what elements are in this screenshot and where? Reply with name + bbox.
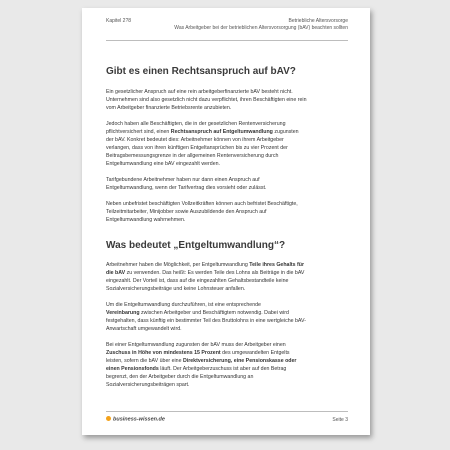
paragraph: Neben unbefristet beschäftigten Vollzeitkräften können auch befristet Beschäftigte, Teilzeitmitarbeiter, Minijobber sowie Auszubildende den Anspruch auf Entgeltumwandlung wahrnehmen. [106, 200, 298, 223]
heading-rechtsanspruch: Gibt es einen Rechtsanspruch auf bAV? [106, 66, 296, 77]
bold-text: einen Pensionsfonds [106, 365, 159, 372]
paragraph: Ein gesetzlicher Anspruch auf eine rein arbeitgeberfinanzierte bAV besteht nicht. Unternehmen sind also gesetzlich nicht dazu verpflichtet, ihren Beschäftigten eine rein vom Arbeitgeber finanzierte Betriebsrente anzubieten. [106, 89, 307, 112]
bold-text: Zuschuss in Höhe von mindestens 15 Prozent [106, 349, 221, 356]
paragraph: Um die Entgeltumwandlung durchzuführen, ist eine entsprechende Vereinbarung zwischen Arbeitgeber und Beschäftigtem notwendig. Dabei wird festgehalten, dass künftig ein bestimmter Teil des Bruttolohns in eine wertgleiche bAV- Anwartschaft umgewandelt wird. [106, 301, 306, 332]
brand-dot-icon [106, 416, 111, 421]
paragraph: Bei einer Entgeltumwandlung zugunsten der bAV muss der Arbeitgeber einen Zuschuss in Höhe von mindestens 15 Prozent des umgewandelten Entgelts leisten, sofern die bAV über eine Direktversicherung, eine Pensionskasse oder einen Pensionsfonds läuft. Der Arbeitgeberzuschuss ist aber auf den Betrag begrenzt, den der Arbeitgeber durch die Entgeltumwandlung an Sozialversicherungsbeiträgen spart. [106, 341, 297, 389]
bold-text: Rechtsanspruch auf Entgeltumwandlung [170, 128, 273, 135]
paragraph: Tarifgebundene Arbeitnehmer haben nur dann einen Anspruch auf Entgeltumwandlung, wenn der Tarifvertrag dies vorsieht oder zulässt. [106, 176, 267, 191]
bold-text: Direktversicherung, eine Pensionskasse oder [182, 357, 297, 364]
bold-text: Teile ihres Gehalts für [249, 261, 305, 268]
brand-logo[interactable] [106, 416, 165, 423]
header-subtitle: Was Arbeitgeber bei der betrieblichen Altersvorsorgung (bAV) beachten sollten [174, 25, 348, 31]
page-number: Seite 3 [332, 417, 348, 423]
header-right [174, 18, 348, 32]
document-page [82, 8, 370, 435]
paragraph: Arbeitnehmer haben die Möglichkeit, per Entgeltumwandlung Teile ihres Gehalts für die bAV zu verwenden. Das heißt: Es werden Teile des Lohns als Beiträge in die bAV eingezahlt. Der Vorteil ist, dass auf die eingezahlten Gehaltsbestandteile keine Sozialversicherungsbeiträge und keine Lohnsteuer anfallen. [106, 261, 305, 293]
brand-name: business-wissen.de [113, 416, 165, 423]
chapter-label: Kapitel 2?8 [106, 18, 132, 24]
bold-text: die bAV [106, 269, 126, 276]
bold-text: Vereinbarung [106, 309, 140, 316]
page-header [106, 18, 348, 41]
heading-entgeltumwandlung: Was bedeutet „Entgeltumwandlung“? [106, 239, 286, 251]
page-footer [106, 411, 348, 426]
section-label: Betriebliche Altersvorsorge [288, 18, 348, 24]
paragraph: Jedoch haben alle Beschäftigten, die in der gesetzlichen Rentenversicherung pflichtversichert sind, einen Rechtsanspruch auf Entgeltumwandlung zugunsten der bAV. Konkret bedeutet dies: Arbeitnehmer können von ihrem Arbeitgeber verlangen, dass von ihren künftigen Entgeltansprüchen bis zu vier Prozent der Beitragsbemessungsgrenze in der allgemeinen Rentenversicherung durch Entgeltumwandlung eine bAV eingezahlt werden. [106, 120, 299, 168]
